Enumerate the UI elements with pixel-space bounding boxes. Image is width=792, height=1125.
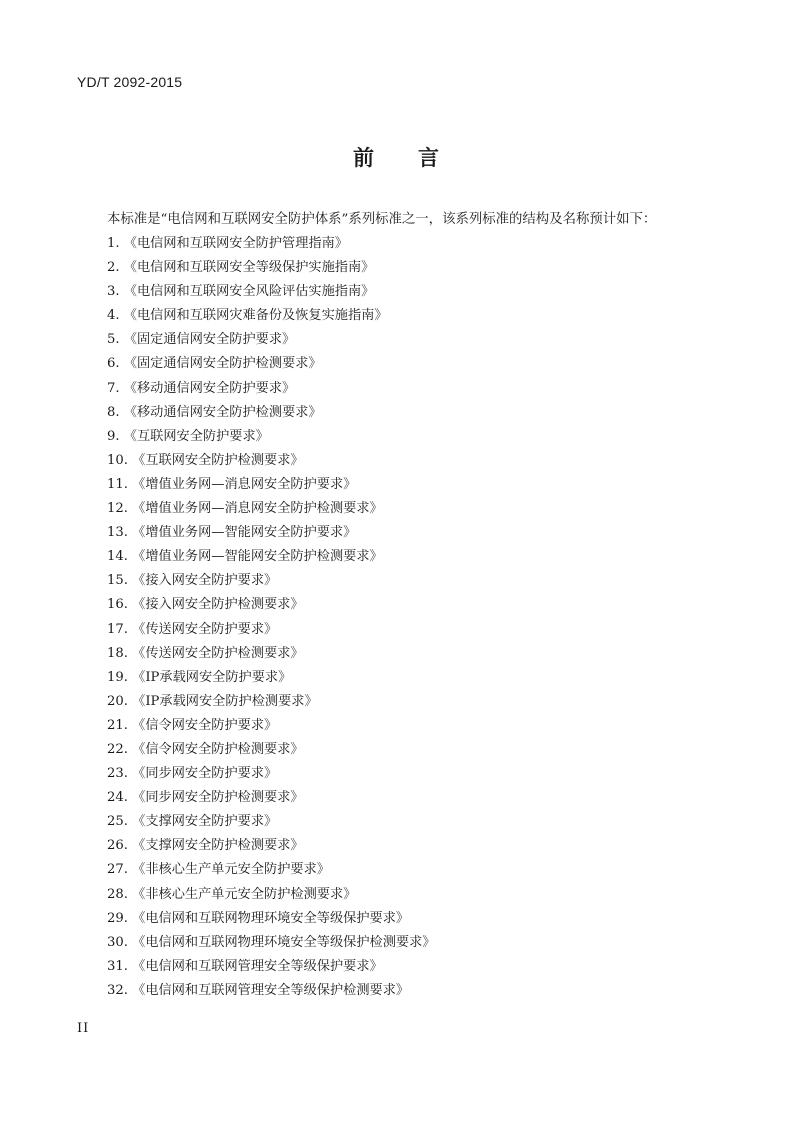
- list-item: 29. 《电信网和互联网物理环境安全等级保护要求》: [107, 910, 410, 926]
- standards-list: [107, 234, 435, 1005]
- list-item: 22. 《信令网安全防护检测要求》: [107, 741, 304, 757]
- list-item: 2. 《电信网和互联网安全等级保护实施指南》: [107, 260, 375, 276]
- list-item: 14. 《增值业务网—智能网安全防护检测要求》: [107, 549, 383, 565]
- page-title: 前言: [353, 146, 483, 170]
- list-item: 32. 《电信网和互联网管理安全等级保护检测要求》: [107, 982, 410, 998]
- list-item: 6. 《固定通信网安全防护检测要求》: [107, 356, 322, 372]
- list-item: 30. 《电信网和互联网物理环境安全等级保护检测要求》: [107, 934, 436, 950]
- list-item: 28. 《非核心生产单元安全防护检测要求》: [107, 886, 357, 902]
- list-item: 19. 《IP承载网安全防护要求》: [107, 669, 292, 685]
- page-number: II: [77, 1021, 90, 1036]
- list-item: 24. 《同步网安全防护检测要求》: [107, 790, 304, 806]
- list-item: 8. 《移动通信网安全防护检测要求》: [107, 404, 322, 420]
- list-item: 21. 《信令网安全防护要求》: [107, 717, 278, 733]
- list-item: 4. 《电信网和互联网灾难备份及恢复实施指南》: [107, 308, 388, 324]
- list-item: 13. 《增值业务网—智能网安全防护要求》: [107, 525, 357, 541]
- list-item: 26. 《支撑网安全防护检测要求》: [107, 838, 304, 854]
- list-item: 5. 《固定通信网安全防护要求》: [107, 332, 296, 348]
- list-item: 17. 《传送网安全防护要求》: [107, 621, 278, 637]
- list-item: 11. 《增值业务网—消息网安全防护要求》: [107, 476, 357, 492]
- list-item: 20. 《IP承载网安全防护检测要求》: [107, 693, 318, 709]
- list-item: 7. 《移动通信网安全防护要求》: [107, 380, 296, 396]
- list-item: 3. 《电信网和互联网安全风险评估实施指南》: [107, 284, 375, 300]
- list-item: 18. 《传送网安全防护检测要求》: [107, 645, 304, 661]
- list-item: 12. 《增值业务网—消息网安全防护检测要求》: [107, 501, 383, 517]
- intro-paragraph: 本标准是“电信网和互联网安全防护体系”系列标准之一，该系列标准的结构及名称预计如下：: [107, 212, 657, 227]
- list-item: 25. 《支撑网安全防护要求》: [107, 814, 278, 830]
- document-code: YD/T 2092-2015: [77, 74, 183, 90]
- list-item: 15. 《接入网安全防护要求》: [107, 573, 278, 589]
- list-item: 31. 《电信网和互联网管理安全等级保护要求》: [107, 958, 383, 974]
- list-item: 16. 《接入网安全防护检测要求》: [107, 597, 304, 613]
- list-item: 1. 《电信网和互联网安全防护管理指南》: [107, 236, 348, 251]
- list-item: 9. 《互联网安全防护要求》: [107, 428, 269, 444]
- list-item: 27. 《非核心生产单元安全防护要求》: [107, 862, 330, 878]
- list-item: 10. 《互联网安全防护检测要求》: [107, 452, 304, 468]
- list-item: 23. 《同步网安全防护要求》: [107, 766, 278, 782]
